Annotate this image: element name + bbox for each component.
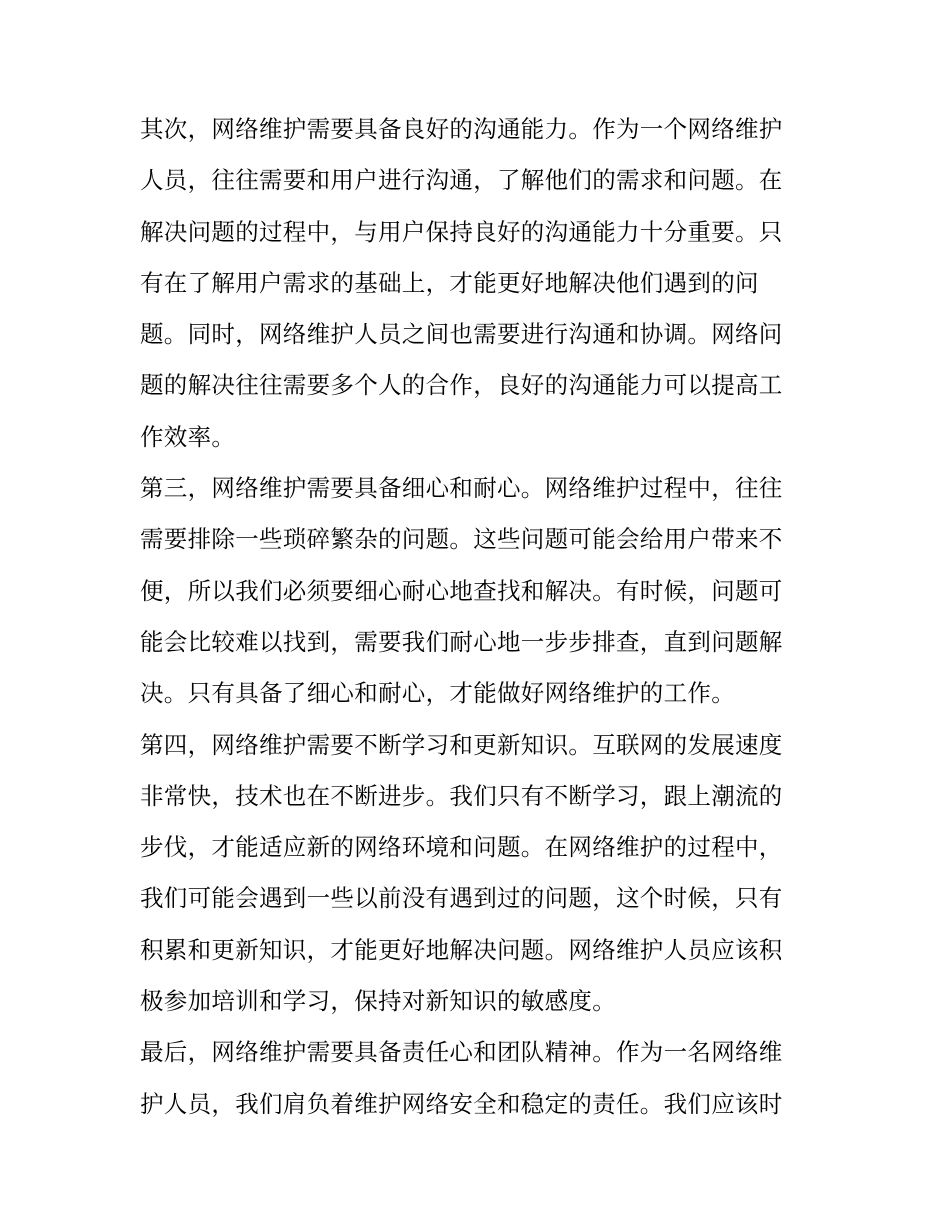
text-line: 积累和更新知识，才能更好地解决问题。网络维护人员应该积 <box>140 935 783 964</box>
text-line: 最后，网络维护需要具备责任心和团队精神。作为一名网络维 <box>140 1038 783 1067</box>
text-line: 第三，网络维护需要具备细心和耐心。网络维护过程中，往往 <box>140 474 783 503</box>
text-line: 极参加培训和学习，保持对新知识的敏感度。 <box>140 987 616 1016</box>
text-line: 能会比较难以找到，需要我们耐心地一步步排查，直到问题解 <box>140 627 783 656</box>
text-line: 题的解决往往需要多个人的合作，良好的沟通能力可以提高工 <box>140 371 783 400</box>
document-body-text <box>140 104 816 1130</box>
text-line: 需要排除一些琐碎繁杂的问题。这些问题可能会给用户带来不 <box>140 525 783 554</box>
text-line: 其次，网络维护需要具备良好的沟通能力。作为一个网络维护 <box>140 115 783 143</box>
text-line: 有在了解用户需求的基础上，才能更好地解决他们遇到的问 <box>140 268 759 297</box>
text-line: 决。只有具备了细心和耐心，才能做好网络维护的工作。 <box>140 679 735 708</box>
text-line: 步伐，才能适应新的网络环境和问题。在网络维护的过程中， <box>140 833 783 862</box>
text-line: 我们可能会遇到一些以前没有遇到过的问题，这个时候，只有 <box>140 884 783 913</box>
text-line: 解决问题的过程中，与用户保持良好的沟通能力十分重要。只 <box>140 217 783 246</box>
text-line: 非常快，技术也在不断进步。我们只有不断学习，跟上潮流的 <box>140 781 783 810</box>
text-line: 第四，网络维护需要不断学习和更新知识。互联网的发展速度 <box>140 730 783 759</box>
text-line: 作效率。 <box>140 422 236 451</box>
text-line: 题。同时，网络维护人员之间也需要进行沟通和协调。网络问 <box>140 320 783 349</box>
text-line: 人员，往往需要和用户进行沟通，了解他们的需求和问题。在 <box>140 166 783 195</box>
text-line: 便，所以我们必须要细心耐心地查找和解决。有时候，问题可 <box>140 576 783 605</box>
text-line: 护人员，我们肩负着维护网络安全和稳定的责任。我们应该时 <box>140 1089 783 1118</box>
